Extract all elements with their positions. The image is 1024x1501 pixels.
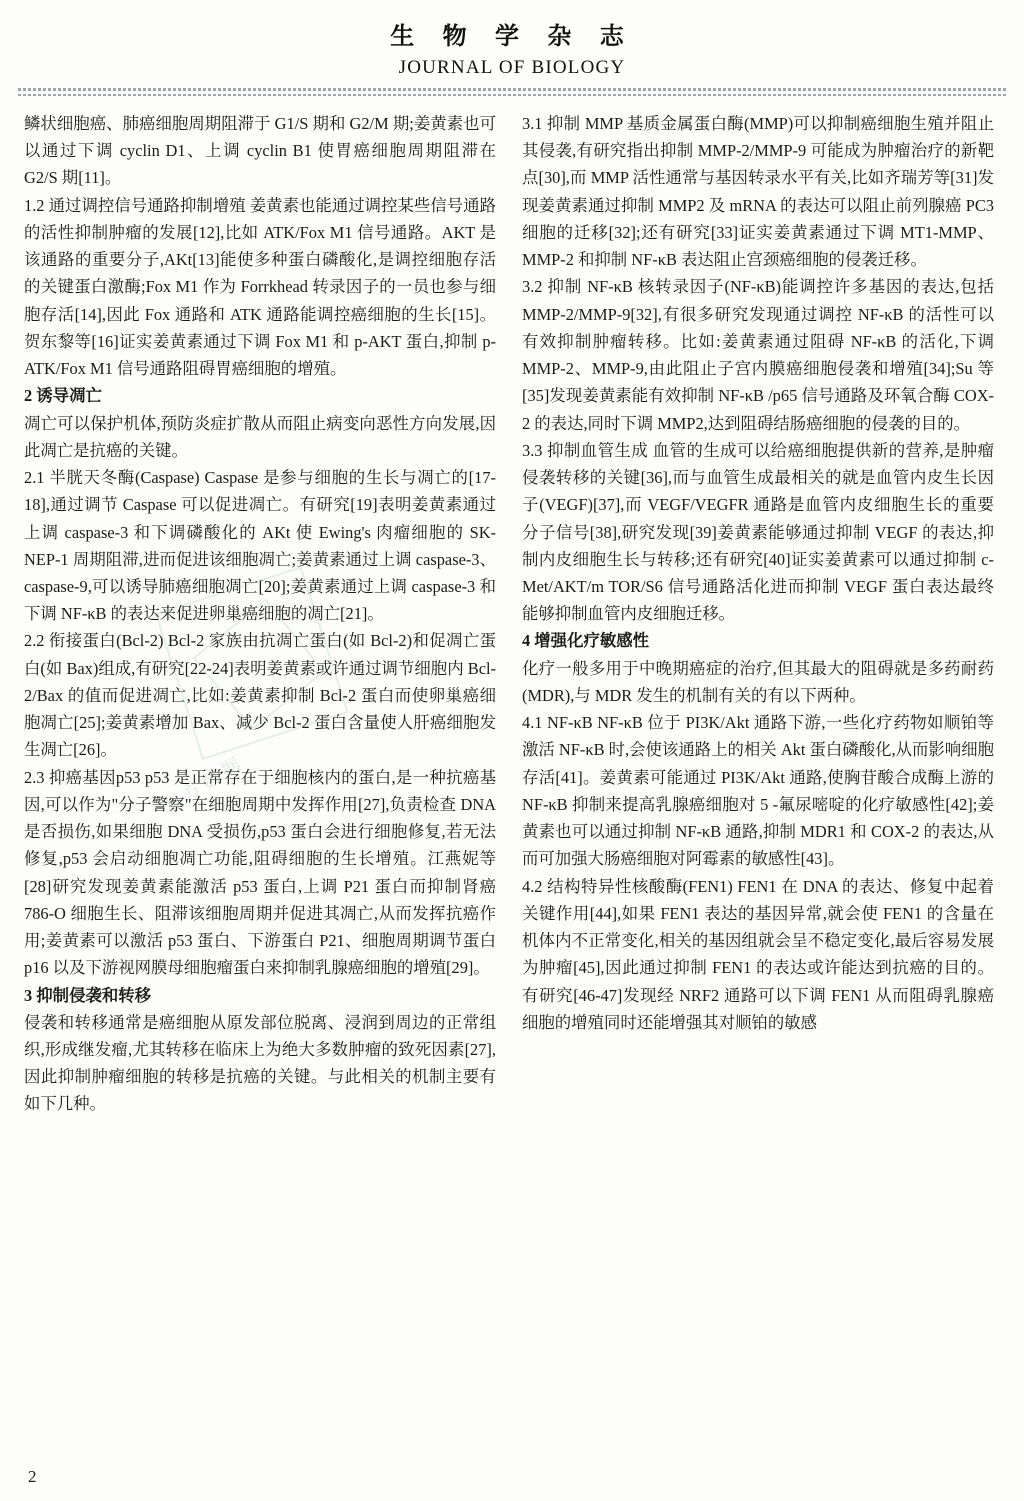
- paragraph: 化疗一般多用于中晚期癌症的治疗,但其最大的阻碍就是多药耐药(MDR),与 MDR 发生的机制有关的有以下两种。: [522, 658, 994, 705]
- paragraph: 侵袭和转移通常是癌细胞从原发部位脱离、浸润到周边的正常组织,形成继发瘤,尤其转移在临床上为绝大多数肿瘤的致死因素[27],因此抑制肿瘤细胞的转移是抗癌的关键。与此相关的机制主要有如下几种。: [24, 1012, 496, 1114]
- section-heading: 3 抑制侵袭和转移: [24, 985, 152, 1005]
- paragraph: 2.2 衔接蛋白(Bcl-2) Bcl-2 家族由抗凋亡蛋白(如 Bcl-2)和促凋亡蛋白(如 Bax)组成,有研究[22-24]表明姜黄素或许通过调节细胞内 Bcl-2/Bax 的值而促进凋亡,比如:姜黄素抑制 Bcl-2 蛋白而使卵巢癌细胞凋亡[25];姜黄素增加 Bax、减少 Bcl-2 蛋白含量使人肝癌细胞发生凋亡[26]。: [24, 631, 496, 760]
- paragraph: 2.3 抑癌基因p53 p53 是正常存在于细胞核内的蛋白,是一种抗癌基因,可以作为"分子警察"在细胞周期中发挥作用[27],负责检查 DNA 是否损伤,如果细胞 DNA 受损伤,p53 蛋白会进行细胞修复,若无法修复,p53 会启动细胞凋亡功能,阻碍细胞的生长增殖。江燕妮等[28]研究发现姜黄素能激活 p53 蛋白,上调 P21 蛋白而抑制肾癌 786-O 细胞生长、阻滞该细胞周期并促进其凋亡,从而发挥抗癌作用;姜黄素可以激活 p53 蛋白、下游蛋白 P21、细胞周期调节蛋白 p16 以及下游视网膜母细胞瘤蛋白来抑制乳腺癌细胞的增殖[29]。: [24, 767, 496, 978]
- left-column: [24, 110, 496, 1118]
- paragraph: 鳞状细胞癌、肺癌细胞周期阻滞于 G1/S 期和 G2/M 期;姜黄素也可以通过下调 cyclin D1、上调 cyclin B1 使胃癌细胞周期阻滞在 G2/S 期[11]。: [24, 114, 496, 188]
- paragraph: 2.1 半胱天冬酶(Caspase) Caspase 是参与细胞的生长与凋亡的[17-18],通过调节 Caspase 可以促进凋亡。有研究[19]表明姜黄素通过上调 caspase-3 和下调磷酸化的 AKt 使 Ewing's 肉瘤细胞的 SK-NEP-1 周期阻滞,进而促进该细胞凋亡;姜黄素通过上调 caspase-3、caspase-9,可以诱导肺癌细胞凋亡[20];姜黄素通过上调 caspase-3 和下调 NF-κB 的表达来促进卵巢癌细胞的凋亡[21]。: [24, 468, 496, 624]
- journal-title-en: JOURNAL OF BIOLOGY: [398, 57, 626, 78]
- paragraph: 1.2 通过调控信号通路抑制增殖 姜黄素也能通过调控某些信号通路的活性抑制肿瘤的发展[12],比如 ATK/Fox M1 信号通路。AKT 是该通路的重要分子,AKt[13]能使多种蛋白磷酸化,是调控细胞存活的关键蛋白激酶;Fox M1 作为 Forrkhead 转录因子的一员也参与细胞存活[14],因此 Fox 通路和 ATK 通路能调控癌细胞的生长[15]。贺东黎等[16]证实姜黄素通过下调 Fox M1 和 p-AKT 蛋白,抑制 p-ATK/Fox M1 信号通路阻碍胃癌细胞的增殖。: [24, 195, 496, 379]
- section-heading: 2 诱导凋亡: [24, 386, 102, 406]
- paragraph: 3.2 抑制 NF-κB 核转录因子(NF-κB)能调控许多基因的表达,包括 MMP-2/MMP-9[32],有很多研究发现通过调控 NF-κB 的活性可以有效抑制肿瘤转移。比如:姜黄素通过阻碍 NF-κB 的活化,下调 MMP-2、MMP-9,由此阻止子宫内膜癌细胞侵袭和增殖[34];Su 等[35]发现姜黄素能有效抑制 NF-κB /p65 信号通路及环氧合酶 COX-2 的表达,同时下调 MMP2,达到阻碍结肠癌细胞的侵袭的目的。: [522, 277, 994, 433]
- paragraph: 3.1 抑制 MMP 基质金属蛋白酶(MMP)可以抑制癌细胞生殖并阻止其侵袭,有研究指出抑制 MMP-2/MMP-9 可能成为肿瘤治疗的新靶点[30],而 MMP 活性通常与基因转录水平有关,比如齐瑞芳等[31]发现姜黄素通过抑制 MMP2 及 mRNA 的表达可以阻止前列腺癌 PC3 细胞的迁移[32];还有研究[33]证实姜黄素通过下调 MT1-MMP、MMP-2 和抑制 NF-κB 表达阻止宫颈癌细胞的侵袭迁移。: [522, 114, 994, 270]
- paragraph: 4.1 NF-κB NF-κB 位于 PI3K/Akt 通路下游,一些化疗药物如顺铂等激活 NF-κB 时,会使该通路上的相关 Akt 蛋白磷酸化,从而影响细胞存活[41]。姜黄素可能通过 PI3K/Akt 通路,使胸苷酸合成酶上游的 NF-κB 抑制来提高乳腺癌细胞对 5 -氟尿嘧啶的化疗敏感性[42];姜黄素也可以通过抑制 NF-κB 通路,抑制 MDR1 和 COX-2 的表达,从而可加强大肠癌细胞对阿霉素的敏感性[43]。: [522, 713, 994, 869]
- header-rules: [0, 88, 1024, 96]
- paragraph: 3.3 抑制血管生成 血管的生成可以给癌细胞提供新的营养,是肿瘤侵袭转移的关键[36],而与血管生成最相关的就是血管内皮生长因子(VEGF)[37],而 VEGF/VEGFR 通路是血管内皮细胞生长的重要分子信号[38],研究发现[39]姜黄素能够通过抑制 VEGF 的表达,抑制内皮细胞生长与转移;还有研究[40]证实姜黄素可以通过抑制 c-Met/AKT/m TOR/S6 信号通路活化进而抑制 VEGF 蛋白表达最终能够抑制血管内皮细胞迁移。: [522, 440, 994, 624]
- paragraph: 凋亡可以保护机体,预防炎症扩散从而阻止病变向恶性方向发展,因此凋亡是抗癌的关键。: [24, 413, 496, 460]
- page-number: 2: [28, 1467, 37, 1486]
- paragraph: 4.2 结构特异性核酸酶(FEN1) FEN1 在 DNA 的表达、修复中起着关键作用[44],如果 FEN1 表达的基因异常,就会使 FEN1 的含量在机体内不正常变化,相关的基因组就会呈不稳定变化,最后容易发展为肿瘤[45],因此通过抑制 FEN1 的表达或许能达到抗癌的目的。有研究[46-47]发现经 NRF2 通路可以下调 FEN1 从而阻碍乳腺癌细胞的增殖同时还能增强其对顺铂的敏感: [522, 876, 994, 1032]
- section-heading: 4 增强化疗敏感性: [522, 631, 650, 651]
- journal-title-cn: 生 物 学 杂 志: [390, 22, 634, 50]
- watermark-text: 万方数据: [158, 751, 249, 820]
- body-columns: [0, 96, 1024, 1118]
- right-column: [522, 110, 994, 1118]
- header-rule-top: [18, 88, 1006, 91]
- page-header: [0, 0, 1024, 96]
